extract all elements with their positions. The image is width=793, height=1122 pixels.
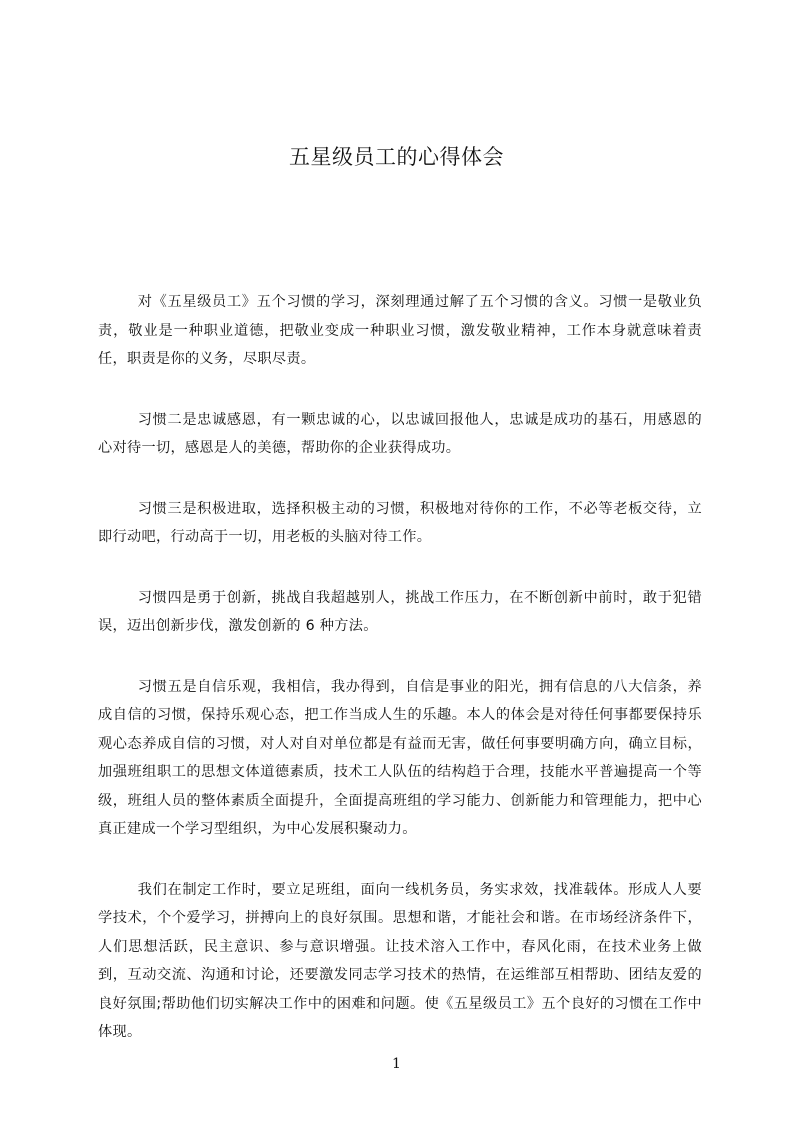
paragraph-6: 我们在制定工作时，要立足班组，面向一线机务员，务实求效，找准载体。形成人人要学技术，个个爱学习，拼搏向上的良好氛围。思想和谐，才能社会和谐。在市场经济条件下，人们思想活跃，民主意识、参与意识增强。让技术溶入工作中，春风化雨，在技术业务上做到，互动交流、沟通和讨论，还要激发同志学习技术的热情，在运维部互相帮助、团结友爱的良好氛围;帮助他们切实解决工作中的困难和问题。使《五星级员工》五个良好的习惯在工作中体现。 [98, 881, 702, 1040]
paragraph-2: 习惯二是忠诚感恩，有一颗忠诚的心，以忠诚回报他人，忠诚是成功的基石，用感恩的心对待一切，感恩是人的美德，帮助你的企业获得成功。 [98, 411, 702, 456]
document-body [98, 288, 702, 1079]
paragraph-5: 习惯五是自信乐观，我相信，我办得到，自信是事业的阳光，拥有信息的八大信条，养成自信的习惯，保持乐观心态，把工作当成人生的乐趣。本人的体会是对待任何事都要保持乐观心态养成自信的习惯，对人对自对单位都是有益而无害，做任何事要明确方向，确立目标，加强班组职工的思想文体道德素质，技术工人队伍的结构趋于合理，技能水平普遍提高一个等级，班组人员的整体素质全面提升，全面提高班组的学习能力、创新能力和管理能力，把中心真正建成一个学习型组织，为中心发展积聚动力。 [98, 678, 702, 837]
paragraph-3: 习惯三是积极进取，选择积极主动的习惯，积极地对待你的工作，不必等老板交待，立即行动吧，行动高于一切，用老板的头脑对待工作。 [98, 500, 702, 545]
paragraph-1: 对《五星级员工》五个习惯的学习，深刻理通过解了五个习惯的含义。习惯一是敬业负责，敬业是一种职业道德，把敬业变成一种职业习惯，激发敬业精神，工作本身就意味着责任，职责是你的义务，尽职尽责。 [98, 294, 702, 367]
document-title: 五星级员工的心得体会 [289, 145, 504, 169]
paragraph-4: 习惯四是勇于创新，挑战自我超越别人，挑战工作压力，在不断创新中前时，敢于犯错误，迈出创新步伐，激发创新的 6 种方法。 [98, 589, 702, 634]
page-number: 1 [392, 1056, 401, 1072]
